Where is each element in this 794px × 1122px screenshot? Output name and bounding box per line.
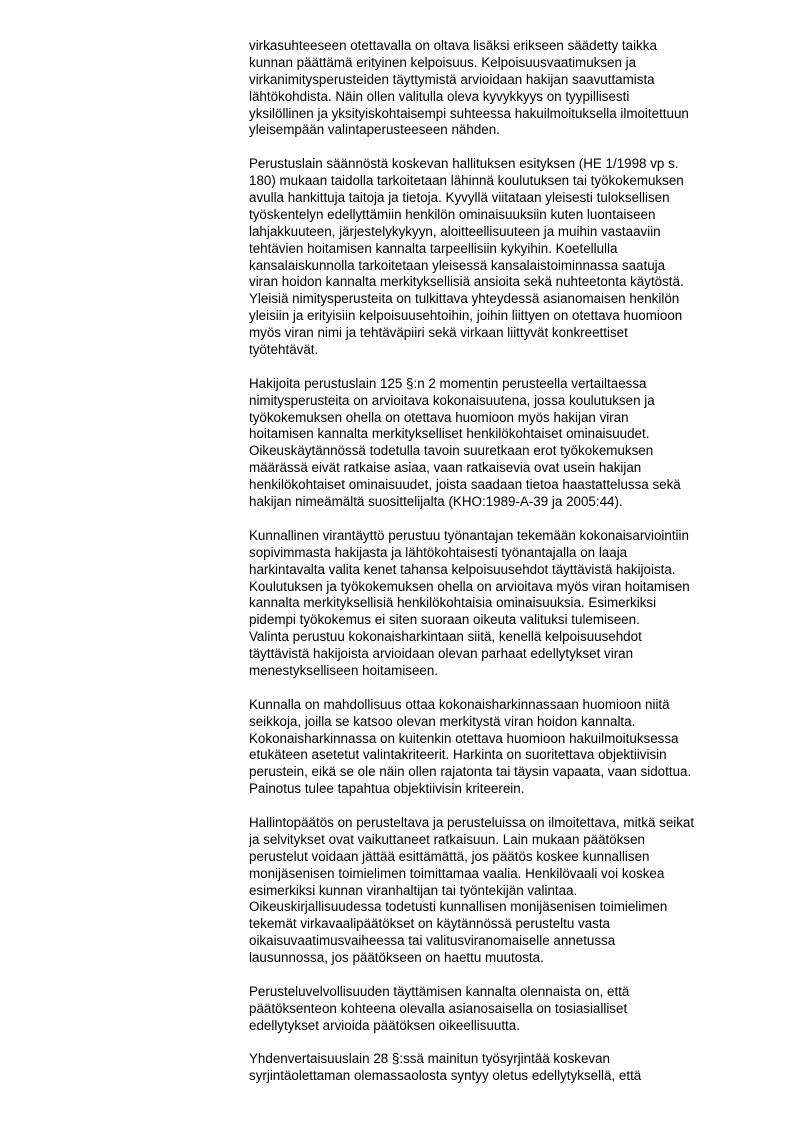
text-line: yksilöllinen ja yksityiskohtaisempi suhteessa hakuilmoituksella ilmoitettuun: [249, 105, 689, 121]
text-line: viran hoidon kannalta merkityksellisiä ansioita sekä nuhteetonta käytöstä.: [249, 274, 684, 290]
text-line: Perustuslain säännöstä koskevan hallituksen esityksen (HE 1/1998 vp s.: [249, 156, 679, 172]
text-line: lausunnossa, jos päätökseen on haettu muutosta.: [249, 950, 544, 966]
text-line: etukäteen asetetut valintakriteerit. Harkinta on suoritettava objektiivisin: [249, 747, 667, 763]
text-line: yleisiin ja erityisiin kelpoisuusehtoihin, joihin liittyen on otettava huomioon: [249, 308, 683, 324]
text-line: virkanimitysperusteiden täyttymistä arvioidaan hakijan saavuttamista: [249, 71, 655, 87]
text-line: pidempi työkokemus ei siten suoraan oikeuta valituksi tulemiseen.: [249, 612, 640, 628]
text-line: Painotus tulee tapahtua objektiivisin kriteerein.: [249, 781, 525, 797]
text-line: Kokonaisharkinnassa on kuitenkin otettava huomioon hakuilmoituksessa: [249, 730, 679, 746]
text-line: 180) mukaan taidolla tarkoitetaan lähinnä koulutuksen tai työkokemuksen: [249, 173, 684, 189]
text-line: täyttävistä hakijoista arvioidaan olevan parhaat edellytykset viran: [249, 646, 634, 662]
text-line: työkokemuksen ohella on otettava huomioon myös hakijan viran: [249, 409, 629, 425]
text-line: hakijan nimeämältä suosittelijalta (KHO:1989-A-39 ja 2005:44).: [249, 494, 623, 510]
paragraph: [249, 815, 741, 967]
text-line: hoitamisen kannalta merkitykselliset henkilökohtaiset ominaisuudet.: [249, 426, 650, 442]
text-line: Oikeuskirjallisuudessa todetusti kunnallisen monijäsenisen toimielimen: [249, 899, 668, 915]
text-line: lähtökohdista. Näin ollen valitulla oleva kyvykkyys on tyypillisesti: [249, 88, 630, 104]
text-line: nimitysperusteita on arvioitava kokonaisuutena, jossa koulutuksen ja: [249, 392, 655, 408]
text-line: edellytykset arvioida päätöksen oikeellisuutta.: [249, 1017, 520, 1033]
text-line: Valinta perustuu kokonaisharkintaan siitä, kenellä kelpoisuusehdot: [249, 629, 642, 645]
text-line: perustein, eikä se ole näin ollen rajatonta tai täysin vapaata, vaan sidottua.: [249, 764, 692, 780]
text-line: määrässä eivät ratkaise asiaa, vaan ratkaisevia ovat usein hakijan: [249, 460, 642, 476]
text-line: sopivimmasta hakijasta ja lähtökohtaisesti työnantajalla on laaja: [249, 544, 628, 560]
text-line: harkintavalta valita kenet tahansa kelpoisuusehdot täyttävistä hakijoista.: [249, 561, 676, 577]
paragraph: [249, 156, 741, 359]
text-line: ja selvitykset ovat vaikuttaneet ratkaisuun. Lain mukaan päätöksen: [249, 831, 645, 847]
text-line: tehtävien hoitamisen kannalta tarpeellisiin kykyihin. Koetellulla: [249, 240, 618, 256]
text-line: lahjakkuuteen, järjestelykykyyn, aloitteellisuuteen ja muihin vastaaviin: [249, 223, 661, 239]
text-line: työskentelyn edellyttämiin henkilön ominaisuuksiin kuten luontaiseen: [249, 206, 656, 222]
text-line: kunnan päättämä erityinen kelpoisuus. Kelpoisuusvaatimuksen ja: [249, 54, 637, 70]
paragraph: [249, 1051, 741, 1085]
text-line: myös viran nimi ja tehtäväpiiri sekä virkaan liittyvät konkreettiset: [249, 325, 628, 341]
text-line: avulla hankittuja taitoja ja tietoja. Kyvyllä viitataan yleisesti tuloksellisen: [249, 190, 670, 206]
text-line: Yhdenvertaisuuslain 28 §:ssä mainitun työsyrjintää koskevan: [249, 1051, 611, 1067]
paragraph: [249, 984, 741, 1035]
body-text: [249, 38, 741, 1102]
text-line: Oikeuskäytännössä todetulla tavoin suuretkaan erot työkokemuksen: [249, 443, 654, 459]
text-line: Perusteluvelvollisuuden täyttämisen kannalta olennaista on, että: [249, 983, 630, 999]
text-line: päätöksenteon kohteena olevalla asianosaisella on tosiasialliset: [249, 1000, 628, 1016]
text-line: Kunnalla on mahdollisuus ottaa kokonaisharkinnassaan huomioon niitä: [249, 696, 670, 712]
text-line: perustelut voidaan jättää esittämättä, jos päätös koskee kunnallisen: [249, 848, 650, 864]
text-line: työtehtävät.: [249, 342, 319, 358]
text-line: Hakijoita perustuslain 125 §:n 2 momentin perusteella vertailtaessa: [249, 375, 647, 391]
text-line: Hallintopäätös on perusteltava ja perusteluissa on ilmoitettava, mitkä seikat: [249, 814, 695, 830]
text-line: menestykselliseen hoitamiseen.: [249, 662, 439, 678]
text-line: Kunnallinen virantäyttö perustuu työnantajan tekemään kokonaisarviointiin: [249, 527, 689, 543]
paragraph: [249, 38, 741, 139]
text-line: syrjintäolettaman olemassaolosta syntyy oletus edellytyksellä, että: [249, 1068, 642, 1084]
text-line: henkilökohtaiset ominaisuudet, joista saadaan tietoa haastattelussa sekä: [249, 477, 681, 493]
text-line: monijäsenisen toimielimen toimittamaa vaalia. Henkilövaali voi koskea: [249, 865, 665, 881]
paragraph: [249, 528, 741, 680]
text-line: seikkoja, joilla se katsoo olevan merkitystä viran hoidon kannalta.: [249, 713, 636, 729]
text-line: kannalta merkityksellisiä henkilökohtaisia ominaisuuksia. Esimerkiksi: [249, 595, 657, 611]
text-line: virkasuhteeseen otettavalla on oltava lisäksi erikseen säädetty taikka: [249, 38, 657, 53]
text-line: Koulutuksen ja työkokemuksen ohella on arvioitava myös viran hoitamisen: [249, 578, 690, 594]
text-line: oikaisuvaatimusvaiheessa tai valitusviranomaiselle annetussa: [249, 933, 616, 949]
paragraph: [249, 697, 741, 798]
text-line: esimerkiksi kunnan viranhaltijan tai työntekijän valintaa.: [249, 882, 578, 898]
text-line: kansalaiskunnolla tarkoitetaan yleisessä kansalaistoiminnassa saatuja: [249, 257, 666, 273]
paragraph: [249, 376, 741, 511]
text-line: yleisempään valintaperusteeseen nähden.: [249, 122, 500, 138]
text-line: tekemät virkavaalipäätökset on käytännössä perusteltu vasta: [249, 916, 611, 932]
text-line: Yleisiä nimitysperusteita on tulkittava yhteydessä asianomaisen henkilön: [249, 291, 680, 307]
